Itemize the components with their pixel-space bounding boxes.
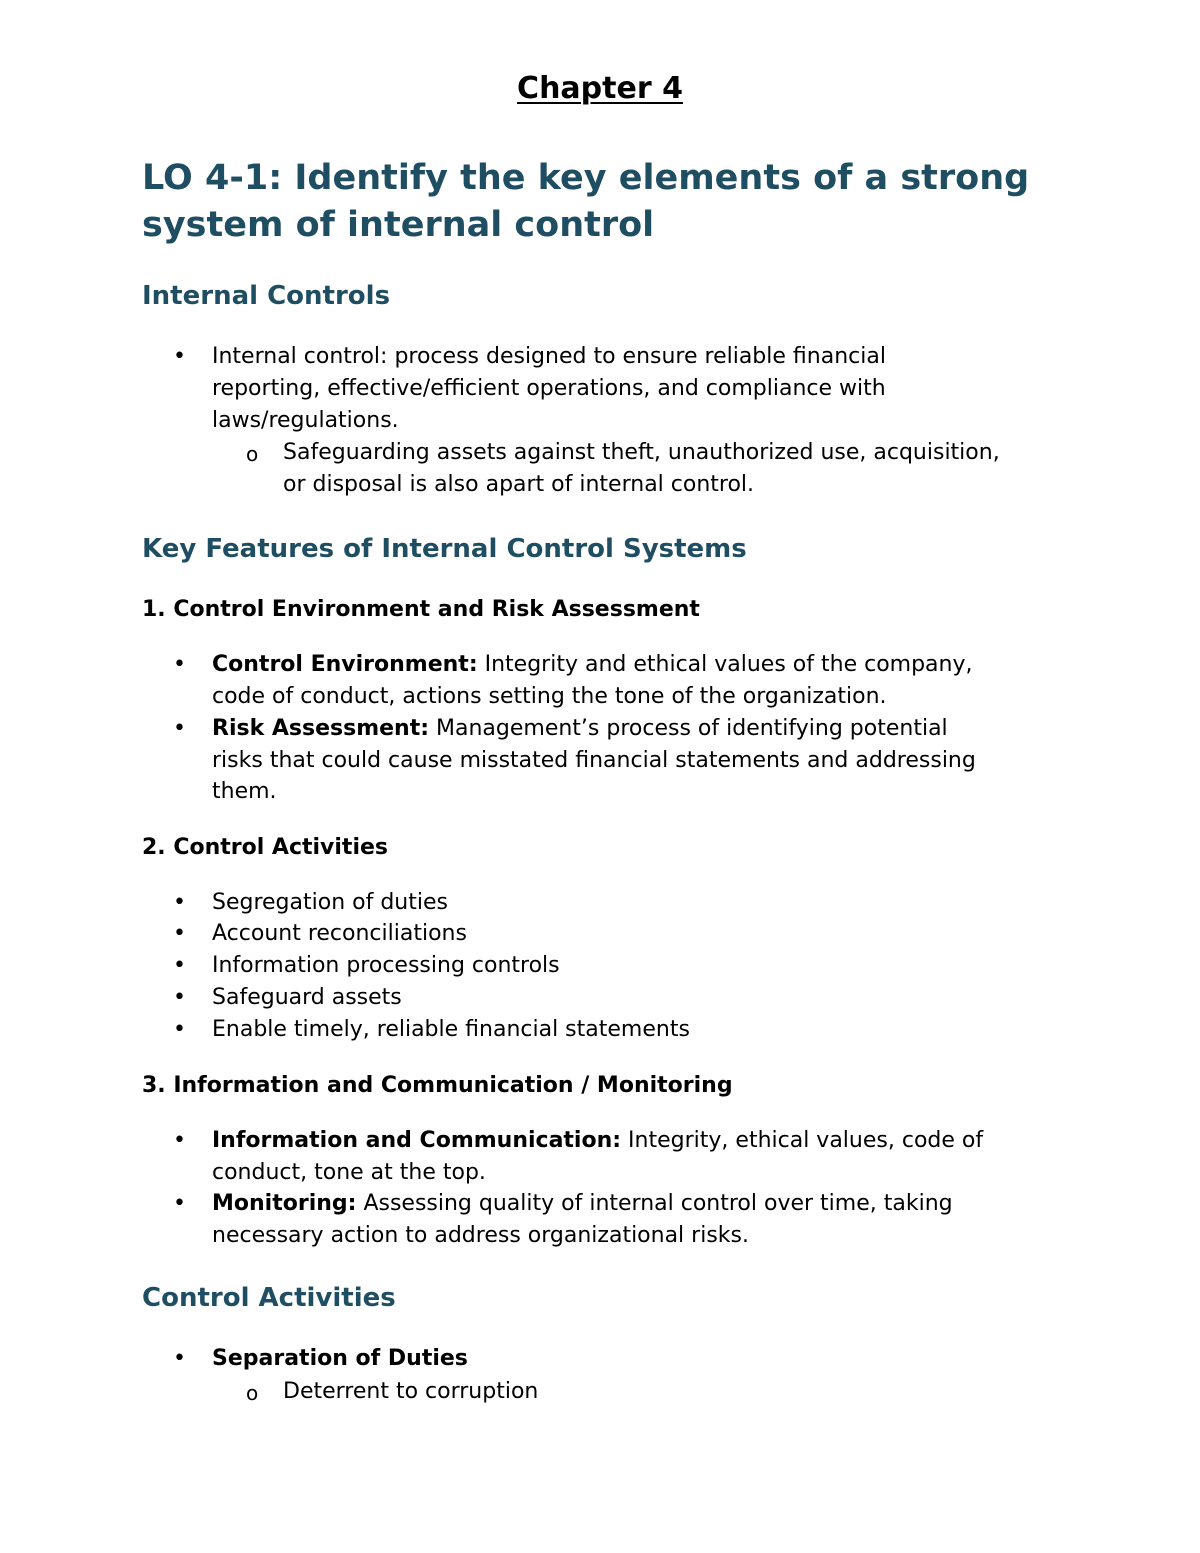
key-features-heading: Key Features of Internal Control Systems xyxy=(142,534,747,564)
monitoring-desc: Assessing quality of internal control over time, taking xyxy=(356,1191,953,1216)
information-communication-desc: Integrity, ethical values, code of xyxy=(621,1128,984,1153)
bullet-icon: • xyxy=(173,1191,186,1216)
deterrent-to-corruption-item: Deterrent to corruption xyxy=(283,1379,539,1404)
list-item: Segregation of duties xyxy=(212,890,448,915)
list-item: Account reconciliations xyxy=(212,921,467,946)
learning-objective-heading: LO 4-1: Identify the key elements of a strong system of internal control xyxy=(142,158,1030,245)
bullet-icon: • xyxy=(173,652,186,677)
information-communication-line-2: conduct, tone at the top. xyxy=(212,1160,486,1185)
information-monitoring-heading: 3. Information and Communication / Monitoring xyxy=(142,1073,733,1098)
bullet-icon: • xyxy=(173,1017,186,1042)
control-environment-term: Control Environment: xyxy=(212,652,478,677)
risk-assessment-line-2: risks that could cause misstated financial statements and addressing xyxy=(212,748,976,773)
bullet-icon: • xyxy=(173,953,186,978)
control-environment-line-1 xyxy=(212,649,973,681)
bullet-icon: • xyxy=(173,985,186,1010)
sub-bullet-icon: o xyxy=(246,1381,259,1405)
bullet-icon: • xyxy=(173,344,186,369)
safeguarding-assets-line-1: Safeguarding assets against theft, unauthorized use, acquisition, xyxy=(283,440,1000,465)
chapter-title: Chapter 4 xyxy=(517,71,683,106)
bullet-icon: • xyxy=(173,1346,186,1371)
safeguarding-assets-line-2: or disposal is also apart of internal control. xyxy=(283,472,755,497)
list-item: Information processing controls xyxy=(212,953,560,978)
risk-assessment-line-3: them. xyxy=(212,779,277,804)
risk-assessment-line-1 xyxy=(212,713,948,745)
bullet-icon: • xyxy=(173,921,186,946)
information-communication-line-1 xyxy=(212,1125,983,1157)
sub-bullet-icon: o xyxy=(246,442,259,466)
list-item: Enable timely, reliable financial statements xyxy=(212,1017,690,1042)
internal-control-definition-line-2: reporting, effective/efficient operations, and compliance with xyxy=(212,376,886,401)
monitoring-term: Monitoring: xyxy=(212,1191,357,1216)
separation-of-duties-item: Separation of Duties xyxy=(212,1346,468,1371)
control-environment-line-2: code of conduct, actions setting the tone of the organization. xyxy=(212,684,887,709)
control-activities-heading: Control Activities xyxy=(142,1283,396,1313)
internal-controls-heading: Internal Controls xyxy=(142,281,391,311)
bullet-icon: • xyxy=(173,890,186,915)
control-environment-desc: Integrity and ethical values of the company, xyxy=(477,652,973,677)
internal-control-definition-line-3: laws/regulations. xyxy=(212,408,399,433)
control-environment-risk-heading: 1. Control Environment and Risk Assessment xyxy=(142,597,700,622)
monitoring-line-1 xyxy=(212,1188,953,1220)
risk-assessment-desc: Management’s process of identifying potential xyxy=(429,716,948,741)
control-activities-subheading: 2. Control Activities xyxy=(142,835,389,860)
list-item: Safeguard assets xyxy=(212,985,402,1010)
bullet-icon: • xyxy=(173,1128,186,1153)
risk-assessment-term: Risk Assessment: xyxy=(212,716,430,741)
bullet-icon: • xyxy=(173,716,186,741)
internal-control-definition-line-1: Internal control: process designed to ensure reliable financial xyxy=(212,344,886,369)
monitoring-line-2: necessary action to address organizational risks. xyxy=(212,1223,749,1248)
information-communication-term: Information and Communication: xyxy=(212,1128,622,1153)
